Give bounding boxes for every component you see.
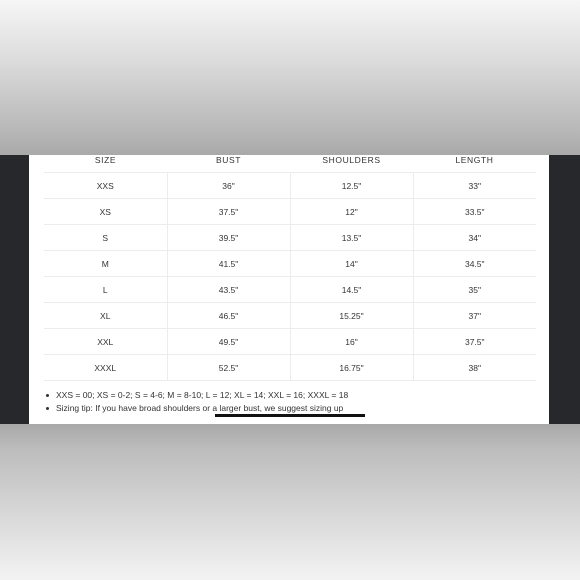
cell-bust: 36" [167,173,290,199]
cell-length: 34.5" [413,251,536,277]
cell-bust: 49.5" [167,329,290,355]
sizing-tip-note: Sizing tip: If you have broad shoulders or a larger bust, we suggest sizing up [56,402,546,415]
cell-shoulders: 12" [290,199,413,225]
table-row [44,355,536,381]
cell-bust: 46.5" [167,303,290,329]
cell-size: XXXL [44,355,167,381]
cell-length: 33" [413,173,536,199]
cell-bust: 37.5" [167,199,290,225]
header-shoulders: SHOULDERS [322,155,381,165]
underline-mark [215,414,365,417]
cell-size: L [44,277,167,303]
cell-shoulders: 12.5" [290,173,413,199]
table-row [44,173,536,199]
cell-size: XXS [44,173,167,199]
sizing-notes-list [44,389,546,415]
cell-length: 37.5" [413,329,536,355]
table-row [44,251,536,277]
cell-bust: 41.5" [167,251,290,277]
cell-length: 35" [413,277,536,303]
table-row [44,303,536,329]
cell-size: XXL [44,329,167,355]
cell-size: S [44,225,167,251]
cell-length: 33.5" [413,199,536,225]
size-chart-card [29,155,549,424]
header-length: LENGTH [455,155,494,165]
cell-length: 37" [413,303,536,329]
cell-bust: 43.5" [167,277,290,303]
size-conversion-note: XXS = 00; XS = 0-2; S = 4-6; M = 8-10; L = 12; XL = 14; XXL = 16; XXXL = 18 [56,389,546,402]
table-header-row [44,155,536,173]
cell-bust: 39.5" [167,225,290,251]
table-row [44,329,536,355]
table-row [44,277,536,303]
cell-shoulders: 13.5" [290,225,413,251]
cell-length: 34" [413,225,536,251]
cell-shoulders: 14" [290,251,413,277]
cell-length: 38" [413,355,536,381]
cell-size: M [44,251,167,277]
header-size: SIZE [94,155,117,165]
size-chart-table [44,155,536,381]
cell-size: XS [44,199,167,225]
cell-shoulders: 14.5" [290,277,413,303]
cell-bust: 52.5" [167,355,290,381]
cell-shoulders: 15.25" [290,303,413,329]
cell-size: XL [44,303,167,329]
table-row [44,225,536,251]
table-row [44,199,536,225]
cell-shoulders: 16.75" [290,355,413,381]
cell-shoulders: 16" [290,329,413,355]
header-bust: BUST [215,155,242,165]
